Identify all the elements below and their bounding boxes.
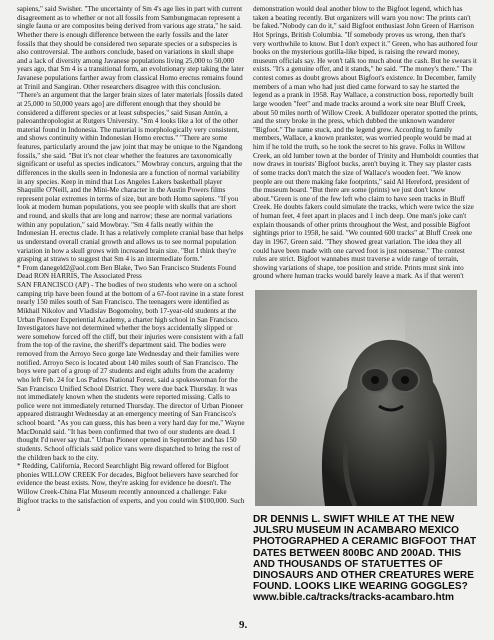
caption-link[interactable]: www.bible.ca/tracks/tracks-acambaro.htm bbox=[253, 592, 455, 604]
page-number: 9. bbox=[239, 619, 248, 631]
bigfoot-statue-photo bbox=[255, 290, 477, 506]
article-column-right: demonstration would deal another blow to the Bigfoot legend, which has taken a beating recently. But organizers will warn you now: The prints can't be faked."Nobody can do it," said Bigfoot enthusiast John Green of Harrison Hot Springs, British Columbia. "If somebody proves us wrong, then that's very worthwhile to know. But I don't expect it." Green, who has authored four books on the mysterious gorilla-like biped, is raising the reward money, museum officials say. He won't talk too much about the cash. But he swears it exists. "It's a genuine offer, and it stands," he said. "The money's there." The contest comes as doubt grows about Bigfoot's existence. In December, family members of a man who had just died came forward to say he started the legend as a prank in 1958. Ray Wallace, a construction boss, reportedly built large wooden "feet" and made tracks around a work site near Bluff Creek, about 50 miles north of Willow Creek. A bulldozer operator spotted the prints, and the story broke in the press, which dubbed the unknown wanderer "Bigfoot." The name stuck, and the legend grew. According to family members, Wallace, a known prankster, was worried people would be mad at him if he told the truth, so he took the secret to his grave. Folks in Willow Creek, an old lumber town at the border of Trinity and Humboldt counties that now draws in tourists' Bigfoot bucks, aren't buying it. They say plaster casts of some tracks don't match the size of Wallace's wooden feet. "We know people are out there making fake footprints," said Al Hereford, president of the museum board. "But there are some (prints) we just don't know about."Green is one of the few left who claim to have seen tracks in Bluff Creek. He doubts fakers could simulate the tracks, which were twice the size of human feet, 4 feet apart in places and 1 inch deep. One man's joke can't explain thousands of other prints throughout the West, and possible Bigfoot sightings prior to 1958, he said. "We counted 600 tracks" at Bluff Creek one day in 1967, Green said. "They showed great variation. The idea they all could have been made with one carved foot is just nonsense." The contest rules are strict. Bigfoot wannabes must traverse a wide range of terrain, showing variations of shape, toe position and stride. Prints must sink into ground where human tracks would barely leave a mark. As if that weren't bbox=[253, 5, 479, 280]
article-column-left: sapiens," said Swisher. "The uncertainty of Sm 4's age lies in part with current disagreement as to whether or not all fossils from Sambungmacan represent a single fauna or are composites being derived from various age strata," he said. Whether there is enough difference between the early fossils and the later fossils that they should be considered two separate species or a subspecies is also controversial. The authors conclude, based on variations in skull shape and a lack of diversity among Javanese populations living 25,000 to 50,000 years ago, that Sm 4 is a transitional form, an evolutionary step taking the later Javanese populations farther away from classical Homo erectus remains found at Trinil and Sangiran. Other researchers disagree with this conclusion. "There's an argument that the larger brain sizes of later materials [fossils dated at 25,000 to 50,000 years ago] are different enough that they should be considered a different species or at least subspecies," said Susan Antón, a paleoanthropologist at Rutgers University. "Sm 4 looks like a lot of the other material found in Indonesia. The material is morphologically very consistent, and shows continuity within Indonesian Homo erectus." "There are some features, particularly around the jaw joint that may be unique to the Ngandong fossils," she said. "But it's not clear whether the features are taxonomically significant or useful as species indicators." Mowbray concurs, arguing that the differences in the skulls seen in Indonesia are a function of normal variability in any species. Keep in mind that Los Angeles Lakers basketball player Shaquille O'Neill, and the Mini-Me character in the Austin Powers films represent polar extremes in terms of size, but are both Homo sapiens. "If you look at modern human populations, you see people with skulls that are short and round, and skulls that are long and narrow; these are normal variations within any population," said Mowbray. "Sm 4 falls neatly within the Indonesian H. erectus clade. It has a relatively complete cranial base that helps us understand overall cranial growth and allows us to see normal population variation in how a skull grows with increased brain size. "But I think they're grasping at straws to suggest that Sm 4 is an intermediate form." * From danegeld2@aol.com Ben Blake, Two San Francisco Students Found Dead RON HARRIS, The Associated Press SAN FRANCISCO (AP) - The bodies of two students who were on a school camping trip have been found at the bottom of a 67-foot ravine in a state forest nearly 150 miles south of San Francisco. The teenagers were identified as Mikhail Nikolov and Vladislav Bogomolny, both 17-year-old students at the Urban Pioneer Experiential Academy, a charter high school in San Francisco. Investigators have not determined whether the boys accidentally slipped or were somehow forced off the cliff, but their injuries were consistent with a fall from the top of the ravine, the sheriff's department said. The bodies were removed from the Arroyo Seco gorge late Wednesday and their families were notified. Arroyo Seco is located about 140 miles south of San Francisco. The boys were part of a group of 27 students and eight adults from the academy who left Feb. 24 for Los Padres National Forest, said a spokeswoman for the San Francisco Unified School District. They were due back Thursday. It was not immediately known when the students were reported missing. Calls to police were not immediately returned Thursday. The director of Urban Pioneer appeared distraught Wednesday at an emergency meeting of San Francisco's school board. "As you can guess, this has been a very hard day for me," Wayne MacDonald said. "It has been confirmed that two of our students are dead. I thought I'd never say that." Urban Pioneer opened in September and has 150 students. School officials said police vans were dispatched to bring the rest of the children back to the city. * Redding, California, Record Searchlight Big reward offered for Bigfoot phonies WILLOW CREEK For decades, Bigfoot believers have searched for evidence the beast exists. Now, they're asking for evidence he doesn't. The Willow Creek-China Flat Museum recently announced a challenge: Fake Bigfoot tracks to the satisfaction of experts, and you could win $100,000. Such a bbox=[17, 5, 245, 514]
photo-caption bbox=[253, 514, 483, 604]
caption-text: DR DENNIS L. SWIFT WHILE AT THE NEW JULSRU MUSEUM IN ACAMBARO MEXICO PHOTOGRAPHED A CERAMIC BIGFOOT THAT DATES BETWEEN 800BC AND 200AD. THIS AND THOUSANDS OF STATUETTES OF DINOSAURS AND OTHER CREATURES WERE FOUND. LOOKS LIKE WEARING GOGGLES? bbox=[253, 514, 477, 593]
